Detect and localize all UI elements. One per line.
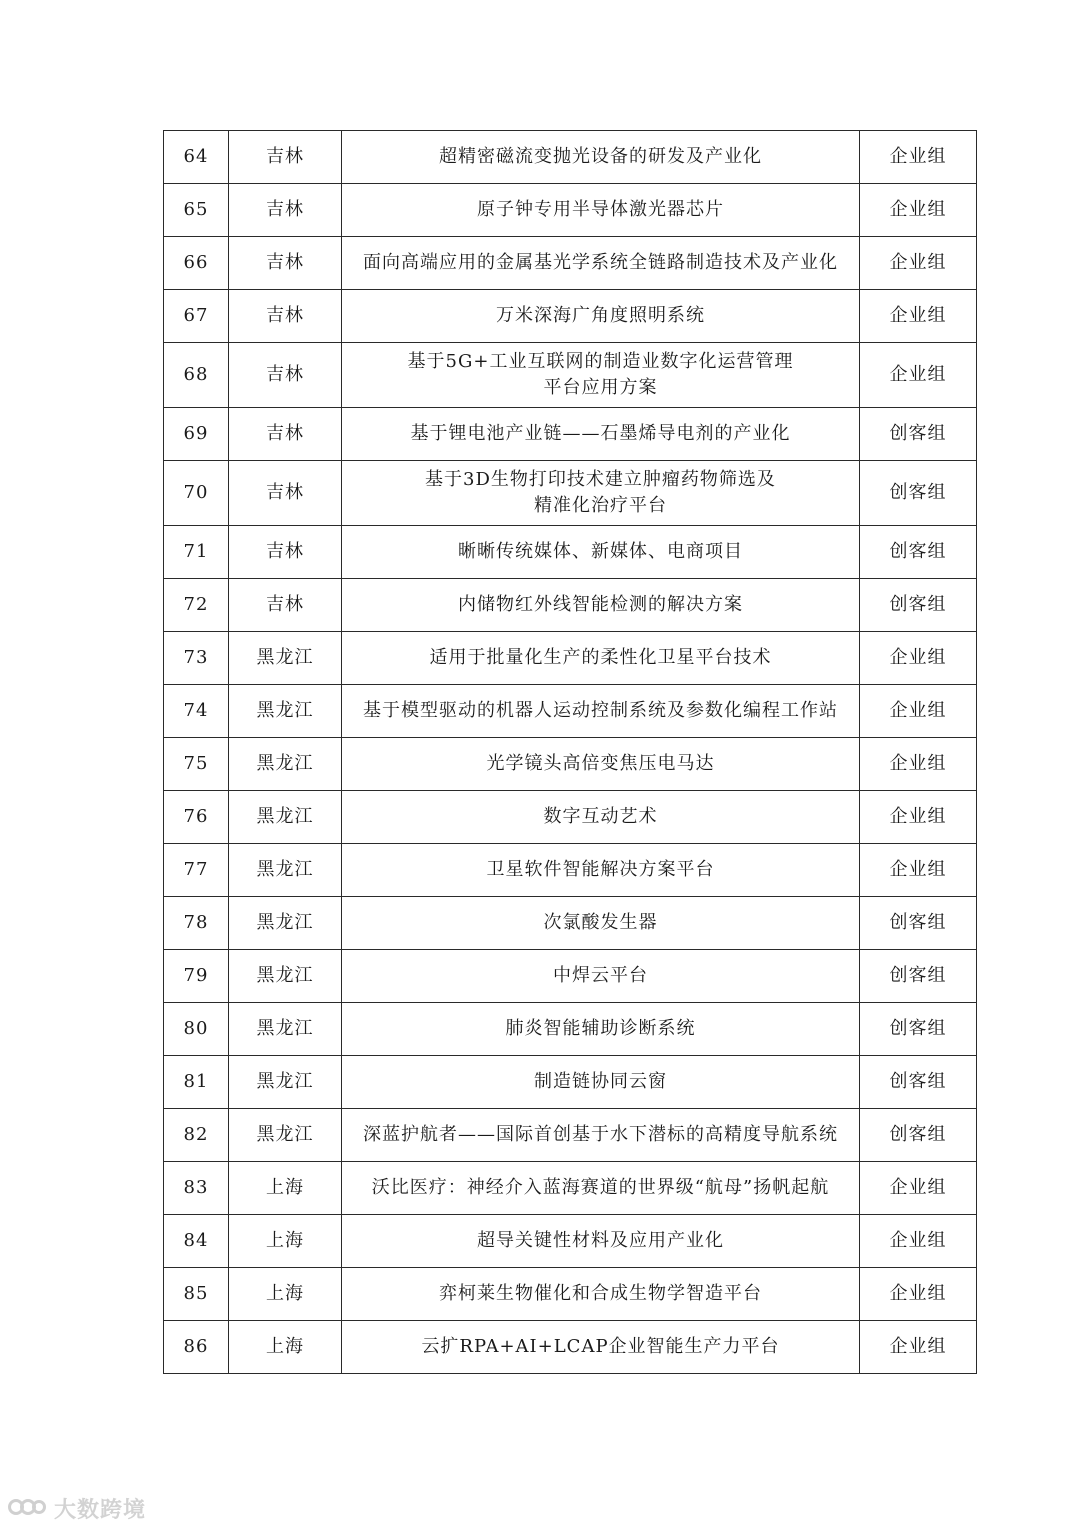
row-group: 创客组	[860, 1109, 977, 1162]
row-number: 64	[164, 131, 229, 184]
row-group: 企业组	[860, 290, 977, 343]
row-project	[342, 791, 860, 844]
row-project	[342, 1162, 860, 1215]
row-project	[342, 1109, 860, 1162]
project-name: 内储物红外线智能检测的解决方案	[458, 594, 743, 615]
table-row	[164, 408, 977, 461]
row-group: 创客组	[860, 897, 977, 950]
project-name: 中焊云平台	[553, 965, 648, 986]
row-project	[342, 408, 860, 461]
row-province: 黑龙江	[229, 1109, 342, 1162]
project-name: 卫星软件智能解决方案平台	[486, 859, 715, 880]
weibo-logo-icon	[8, 1497, 48, 1521]
row-province: 黑龙江	[229, 1056, 342, 1109]
table-row	[164, 237, 977, 290]
project-name: 沃比医疗：神经介入蓝海赛道的世界级“航母”扬帆起航	[371, 1177, 830, 1198]
project-name: 超导关键性材料及应用产业化	[477, 1230, 724, 1251]
row-number: 81	[164, 1056, 229, 1109]
table-row	[164, 461, 977, 526]
row-group: 企业组	[860, 237, 977, 290]
row-province: 吉林	[229, 461, 342, 526]
project-name: 超精密磁流变抛光设备的研发及产业化	[439, 146, 762, 167]
project-name: 云扩RPA+AI+LCAP企业智能生产力平台	[421, 1336, 780, 1357]
row-number: 80	[164, 1003, 229, 1056]
table-row	[164, 791, 977, 844]
table-row	[164, 1321, 977, 1374]
table-row	[164, 131, 977, 184]
table-row	[164, 1003, 977, 1056]
row-project	[342, 1056, 860, 1109]
row-group: 企业组	[860, 738, 977, 791]
row-project	[342, 897, 860, 950]
row-province: 上海	[229, 1268, 342, 1321]
row-group: 创客组	[860, 950, 977, 1003]
row-project	[342, 526, 860, 579]
row-group: 创客组	[860, 461, 977, 526]
row-group: 企业组	[860, 1268, 977, 1321]
project-name: 适用于批量化生产的柔性化卫星平台技术	[429, 647, 772, 668]
row-province: 吉林	[229, 131, 342, 184]
row-project	[342, 579, 860, 632]
row-province: 黑龙江	[229, 791, 342, 844]
row-province: 黑龙江	[229, 897, 342, 950]
row-province: 吉林	[229, 579, 342, 632]
project-name: 基于5G+工业互联网的制造业数字化运营管理 平台应用方案	[407, 351, 794, 398]
table-row	[164, 844, 977, 897]
row-province: 黑龙江	[229, 1003, 342, 1056]
row-project	[342, 1003, 860, 1056]
row-project	[342, 1215, 860, 1268]
row-number: 83	[164, 1162, 229, 1215]
row-number: 77	[164, 844, 229, 897]
table-body	[164, 131, 977, 1374]
table-row	[164, 184, 977, 237]
table-row	[164, 950, 977, 1003]
table-row	[164, 632, 977, 685]
row-number: 70	[164, 461, 229, 526]
row-group: 创客组	[860, 408, 977, 461]
project-name: 万米深海广角度照明系统	[496, 305, 705, 326]
row-province: 上海	[229, 1215, 342, 1268]
row-project	[342, 184, 860, 237]
row-province: 黑龙江	[229, 950, 342, 1003]
row-number: 76	[164, 791, 229, 844]
table-row	[164, 1268, 977, 1321]
table-row	[164, 579, 977, 632]
row-number: 85	[164, 1268, 229, 1321]
row-number: 84	[164, 1215, 229, 1268]
project-name: 深蓝护航者——国际首创基于水下潜标的高精度导航系统	[363, 1124, 838, 1145]
row-project	[342, 290, 860, 343]
row-province: 黑龙江	[229, 844, 342, 897]
row-number: 68	[164, 343, 229, 408]
row-province: 吉林	[229, 408, 342, 461]
row-group: 企业组	[860, 844, 977, 897]
table-row	[164, 738, 977, 791]
table-row	[164, 1215, 977, 1268]
row-province: 吉林	[229, 184, 342, 237]
row-province: 黑龙江	[229, 685, 342, 738]
row-group: 创客组	[860, 579, 977, 632]
row-group: 企业组	[860, 1321, 977, 1374]
row-number: 67	[164, 290, 229, 343]
row-province: 吉林	[229, 343, 342, 408]
watermark	[8, 1493, 146, 1524]
project-name: 弈柯莱生物催化和合成生物学智造平台	[439, 1283, 762, 1304]
row-number: 82	[164, 1109, 229, 1162]
row-group: 企业组	[860, 131, 977, 184]
row-number: 66	[164, 237, 229, 290]
row-project	[342, 1268, 860, 1321]
row-province: 上海	[229, 1162, 342, 1215]
row-project	[342, 844, 860, 897]
row-project	[342, 237, 860, 290]
row-project	[342, 738, 860, 791]
row-number: 78	[164, 897, 229, 950]
table-row	[164, 685, 977, 738]
project-name: 基于3D生物打印技术建立肿瘤药物筛选及 精准化治疗平台	[425, 469, 776, 516]
row-number: 74	[164, 685, 229, 738]
row-project	[342, 343, 860, 408]
row-group: 企业组	[860, 791, 977, 844]
project-name: 基于锂电池产业链——石墨烯导电剂的产业化	[410, 423, 791, 444]
row-group: 企业组	[860, 632, 977, 685]
row-number: 65	[164, 184, 229, 237]
row-project	[342, 950, 860, 1003]
table-row	[164, 526, 977, 579]
project-name: 数字互动艺术	[543, 806, 658, 827]
project-name: 光学镜头高倍变焦压电马达	[486, 753, 715, 774]
project-name: 肺炎智能辅助诊断系统	[505, 1018, 696, 1039]
project-name: 基于模型驱动的机器人运动控制系统及参数化编程工作站	[363, 700, 838, 721]
project-name: 面向高端应用的金属基光学系统全链路制造技术及产业化	[363, 252, 838, 273]
table-row	[164, 1109, 977, 1162]
row-province: 黑龙江	[229, 632, 342, 685]
row-project	[342, 685, 860, 738]
row-group: 企业组	[860, 184, 977, 237]
row-province: 吉林	[229, 237, 342, 290]
watermark-text: 大数跨境	[54, 1498, 147, 1523]
row-group: 企业组	[860, 685, 977, 738]
table-row	[164, 290, 977, 343]
table-row	[164, 897, 977, 950]
row-group: 企业组	[860, 343, 977, 408]
row-group: 创客组	[860, 526, 977, 579]
row-province: 上海	[229, 1321, 342, 1374]
row-number: 73	[164, 632, 229, 685]
project-table	[163, 130, 977, 1374]
row-number: 71	[164, 526, 229, 579]
project-name: 原子钟专用半导体激光器芯片	[477, 199, 724, 220]
row-project	[342, 1321, 860, 1374]
row-number: 72	[164, 579, 229, 632]
table-row	[164, 1162, 977, 1215]
row-number: 75	[164, 738, 229, 791]
table-row	[164, 1056, 977, 1109]
row-project	[342, 632, 860, 685]
row-group: 企业组	[860, 1162, 977, 1215]
project-name: 次氯酸发生器	[543, 912, 658, 933]
row-group: 企业组	[860, 1215, 977, 1268]
row-province: 吉林	[229, 526, 342, 579]
row-group: 创客组	[860, 1056, 977, 1109]
row-province: 黑龙江	[229, 738, 342, 791]
row-province: 吉林	[229, 290, 342, 343]
row-group: 创客组	[860, 1003, 977, 1056]
project-name: 制造链协同云窗	[534, 1071, 667, 1092]
row-number: 69	[164, 408, 229, 461]
project-name: 晰晰传统媒体、新媒体、电商项目	[458, 541, 743, 562]
row-number: 86	[164, 1321, 229, 1374]
row-project	[342, 131, 860, 184]
table-row	[164, 343, 977, 408]
row-number: 79	[164, 950, 229, 1003]
row-project	[342, 461, 860, 526]
